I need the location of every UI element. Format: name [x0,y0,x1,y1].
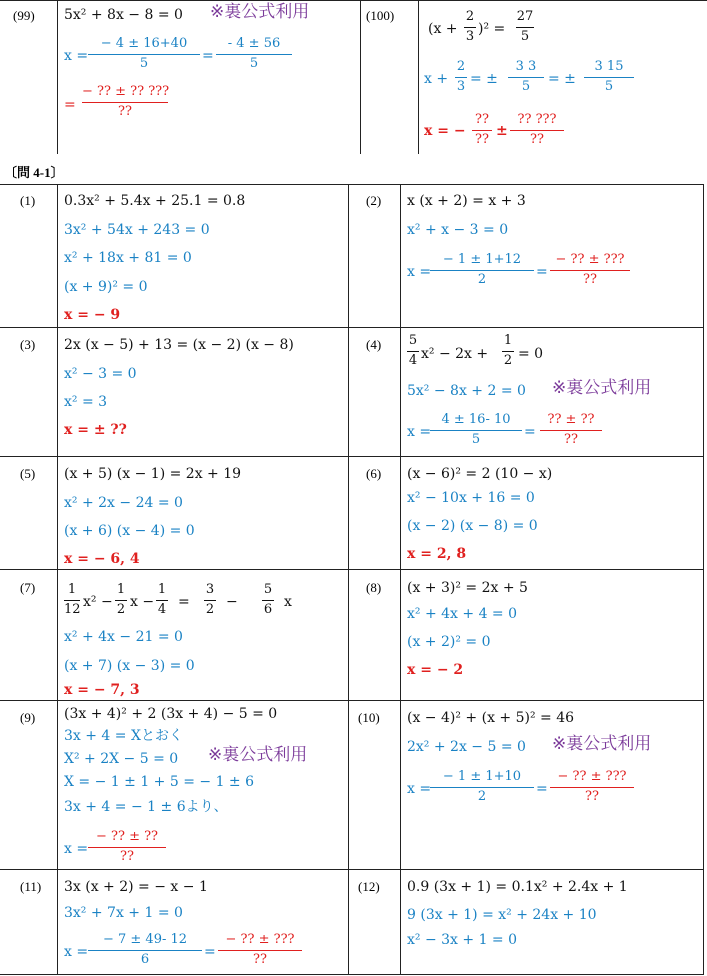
numerator: 2 [456,59,466,74]
answer: x = − [424,123,466,139]
answer: x = − 9 [64,307,121,323]
problem-number: (3) [20,337,36,352]
numerator: 1 [116,582,126,597]
column-divider [348,184,349,974]
equation: 2x² + 2x − 5 = 0 [407,739,526,755]
fraction-bar [262,600,274,601]
equation: (x + 6) (x − 4) = 0 [64,523,195,539]
denominator: 2 [116,602,126,617]
equation: (x + 3)² = 2x + 5 [407,580,528,596]
answer: x = − 6, 4 [64,551,140,567]
numerator: 3 3 [515,59,537,74]
answer: x = ± ?? [64,422,127,438]
denominator: ?? [530,132,544,147]
fraction-bar [64,600,80,601]
denominator: 6 [140,952,150,967]
numerator: − ?? ± ??? [557,769,627,784]
equation-part: = ± [470,71,498,87]
equals: = [536,264,548,280]
equation-part: x − [130,594,155,610]
denominator: 5 [521,79,531,94]
numerator: 27 [516,9,534,24]
denominator: 2 [477,789,487,804]
fraction-bar [550,787,634,788]
fraction-bar [508,77,544,78]
row-divider [0,700,704,701]
denominator: 2 [477,272,487,287]
table-border [703,184,704,974]
note-label: ※裏公式利用 [552,378,652,398]
row-divider [0,869,704,870]
problem-number: (2) [366,193,382,208]
denominator: 5 [520,29,530,44]
problem-number: (100) [366,8,395,23]
denominator: 2 [205,602,215,617]
fraction-bar [540,430,602,431]
note-label: ※裏公式利用 [208,745,308,765]
x-equals: x = [407,781,432,797]
equation: 5x² + 8x − 8 = 0 [64,7,183,23]
denominator: 4 [408,353,418,368]
fraction-bar [430,787,534,788]
denominator: ?? [253,952,267,967]
problem-number: (9) [20,710,36,725]
denominator: 12 [64,602,81,617]
fraction-bar [88,950,202,951]
x-equals: x = [64,841,89,857]
numerator: ?? ??? [517,112,557,127]
equation: x² − 10x + 16 = 0 [407,490,535,506]
row-divider [0,569,704,570]
fraction-bar [550,270,630,271]
denominator: ?? [564,432,578,447]
column-divider [400,184,401,974]
denominator: ?? [118,104,132,119]
x-equals: x = [64,48,89,64]
fraction-bar [88,54,200,55]
fraction-bar [464,27,476,28]
fraction-bar [88,847,166,848]
equation: (x + 2)² = 0 [407,634,491,650]
fraction-bar [472,130,492,131]
numerator: 3 [205,582,215,597]
divider [418,0,419,154]
numerator: ?? ± ?? [547,412,595,427]
numerator: − ?? ± ??? [225,932,295,947]
equation-part: = ± [548,71,576,87]
equation: (3x + 4)² + 2 (3x + 4) − 5 = 0 [64,706,278,722]
equation: (x − 2) (x − 8) = 0 [407,518,538,534]
numerator: 3 15 [594,59,624,74]
equation: x² + 4x − 21 = 0 [64,629,183,645]
table-border [0,974,704,975]
denominator: ?? [120,849,134,864]
problem-number: (99) [13,8,35,23]
column-divider [57,184,58,974]
equation: (x − 6)² = 2 (10 − x) [407,466,553,482]
equation: (x + 7) (x − 3) = 0 [64,658,195,674]
table-border [0,184,704,185]
denominator: 3 [465,29,475,44]
equation: x (x + 2) = x + 3 [407,193,526,209]
numerator: − 4 ± 16+40 [100,36,188,51]
answer-part: ± [496,123,508,139]
divider [57,0,58,154]
denominator: 6 [263,602,273,617]
numerator: 5 [408,333,418,348]
numerator: ?? [475,112,489,127]
fraction-bar [115,600,127,601]
equation: 0.3x² + 5.4x + 25.1 = 0.8 [64,193,246,209]
x-equals: x = [64,944,89,960]
problem-number: (10) [358,710,380,725]
denominator: 5 [604,79,614,94]
denominator: ?? [583,272,597,287]
equation: (x + 9)² = 0 [64,279,148,295]
divider [360,0,361,154]
problem-number: (8) [366,580,382,595]
numerator: 4 ± 16- 10 [441,412,511,427]
equation: 9 (3x + 1) = x² + 24x + 10 [407,907,597,923]
denominator: 3 [456,79,466,94]
equation: x² = 3 [64,394,108,410]
equals: = [64,97,76,113]
denominator: 5 [471,432,481,447]
problem-number: (1) [20,193,36,208]
denominator: 4 [157,602,167,617]
numerator: − ?? ± ??? [555,252,625,267]
equation: x² − 3x + 1 = 0 [407,932,518,948]
numerator: 1 [157,582,167,597]
section-header: 〔問 4-1〕 [4,165,64,180]
equation: 3x² + 7x + 1 = 0 [64,905,183,921]
numerator: 1 [67,582,77,597]
equation: 3x² + 54x + 243 = 0 [64,222,210,238]
equation: X² + 2X − 5 = 0 [64,751,179,767]
equation: X = − 1 ± 1 + 5 = − 1 ± 6 [64,774,255,790]
numerator: 2 [465,9,475,24]
equals: = [202,48,214,64]
problem-number: (7) [20,580,36,595]
numerator: − ?? ± ?? [95,829,159,844]
equation-part: x [284,594,292,610]
numerator: 1 [503,333,513,348]
answer: x = − 7, 3 [64,682,140,698]
fraction-bar [584,77,634,78]
fraction-bar [430,430,522,431]
fraction-bar [502,351,514,352]
equation: 2x (x − 5) + 13 = (x − 2) (x − 8) [64,337,294,353]
equation: 3x (x + 2) = − x − 1 [64,879,208,895]
denominator: 5 [249,56,259,71]
row-divider [0,456,704,457]
x-equals: x = [407,424,432,440]
equals: = [524,424,536,440]
note-label: ※裏公式利用 [210,2,310,22]
answer: x = − 2 [407,662,464,678]
equation: (x + 5) (x − 1) = 2x + 19 [64,466,242,482]
equation: x + [424,71,449,87]
fraction-bar [216,54,292,55]
equation: x² + 2x − 24 = 0 [64,495,183,511]
problem-number: (11) [20,879,42,894]
fraction-bar [455,77,467,78]
equation-part: x² − [83,594,113,610]
equation-part: − [226,594,238,610]
fraction-bar [156,600,168,601]
row-divider [0,327,704,328]
fraction-bar [204,600,216,601]
top-border [0,0,707,1]
equation: 3x + 4 = − 1 ± 6より、 [64,799,228,815]
problem-number: (6) [366,466,382,481]
equation: x² − 3 = 0 [64,366,137,382]
x-equals: x = [407,264,432,280]
equation: 0.9 (3x + 1) = 0.1x² + 2.4x + 1 [407,879,628,895]
fraction-bar [407,351,419,352]
fraction-bar [218,950,302,951]
answer: x = 2, 8 [407,546,467,562]
equation-part: = 0 [518,346,544,362]
numerator: − 1 ± 1+12 [442,252,522,267]
numerator: − ?? ± ?? ??? [82,84,170,99]
numerator: 5 [263,582,273,597]
equation: 3x + 4 = Xとおく [64,728,183,744]
denominator: ?? [585,789,599,804]
equation: x² + 4x + 4 = 0 [407,606,518,622]
fraction-bar [510,130,564,131]
fraction-bar [82,102,168,103]
problem-number: (5) [20,466,36,481]
equation-part: = [178,594,190,610]
fraction-bar [516,27,534,28]
equation: x² + 18x + 81 = 0 [64,250,192,266]
equation: x² − 2x + [421,346,489,362]
equation: (x + [428,21,458,37]
denominator: 5 [139,56,149,71]
equation: (x − 4)² + (x + 5)² = 46 [407,710,575,726]
denominator: 2 [503,353,513,368]
numerator: − 7 ± 49- 12 [102,932,188,947]
equation: x² + x − 3 = 0 [407,222,509,238]
problem-number: (4) [366,337,382,352]
equation: 5x² − 8x + 2 = 0 [407,383,526,399]
note-label: ※裏公式利用 [552,734,652,754]
denominator: ?? [475,132,489,147]
numerator: − 1 ± 1+10 [442,769,522,784]
numerator: - 4 ± 56 [227,36,281,51]
equals: = [204,944,216,960]
problem-number: (12) [358,879,380,894]
equals: = [536,781,548,797]
fraction-bar [430,270,534,271]
equation-part: )² = [478,21,506,37]
